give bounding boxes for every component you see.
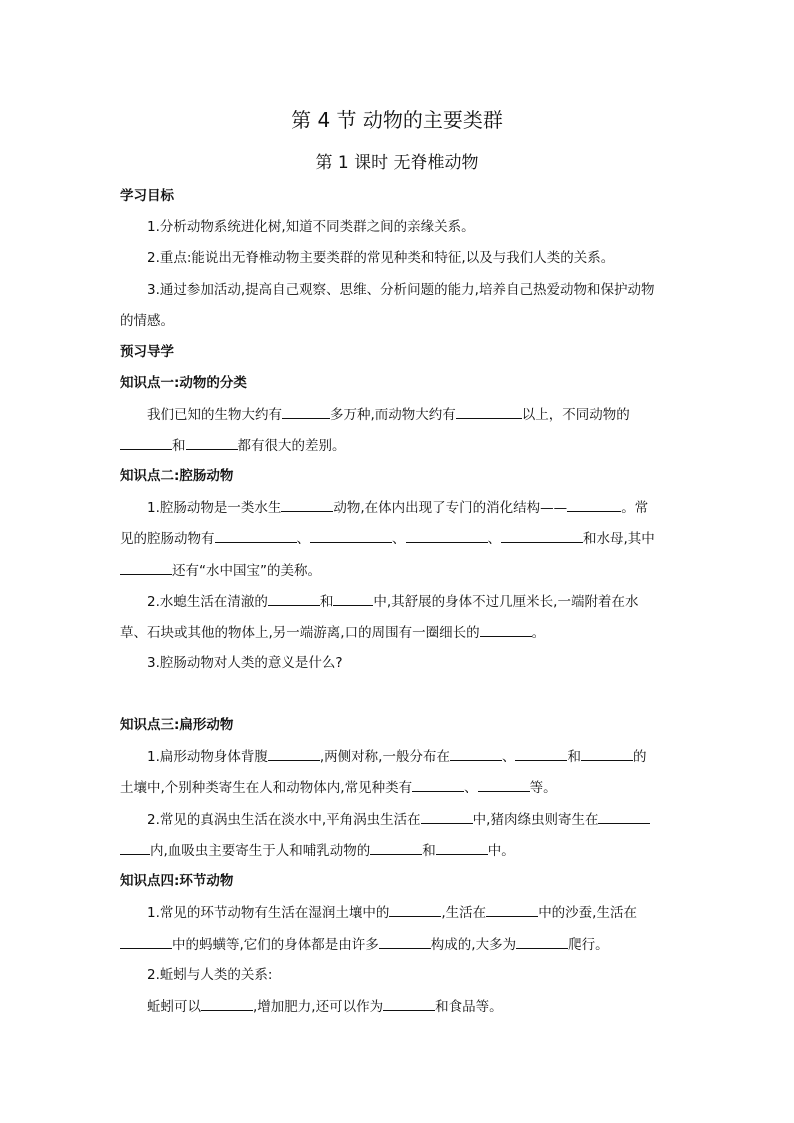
blank bbox=[186, 435, 238, 450]
blank bbox=[515, 746, 567, 761]
goal-item-3-cont: 的情感。 bbox=[120, 313, 174, 329]
blank bbox=[516, 934, 568, 949]
blank bbox=[421, 809, 473, 824]
blank bbox=[450, 746, 502, 761]
blank bbox=[389, 902, 441, 917]
goals-heading: 学习目标 bbox=[120, 188, 174, 204]
blank bbox=[598, 809, 650, 824]
blank bbox=[268, 591, 320, 606]
blank bbox=[215, 528, 297, 543]
blank bbox=[383, 996, 435, 1011]
blank bbox=[486, 902, 538, 917]
blank bbox=[436, 840, 488, 855]
k2-question: 3.腔肠动物对人类的意义是什么? bbox=[147, 655, 343, 671]
blank bbox=[379, 934, 431, 949]
k2-line-5: 草、石块或其他的物体上,另一端游离,口的周围有一圈细长的 。 bbox=[120, 622, 545, 643]
blank bbox=[120, 840, 150, 855]
goal-item-1: 1.分析动物系统进化树,知道不同类群之间的亲缘关系。 bbox=[147, 219, 475, 235]
k2-heading: 知识点二:腔肠动物 bbox=[120, 468, 234, 484]
blank bbox=[281, 497, 333, 512]
blank bbox=[456, 404, 522, 419]
k3-heading: 知识点三:扁形动物 bbox=[120, 717, 234, 733]
k4-line-2: 中的蚂蟥等,它们的身体都是由许多 构成的,大多为 爬行。 bbox=[120, 934, 609, 955]
k2-line-1: 1.腔肠动物是一类水生 动物,在体内出现了专门的消化结构—— 。常 bbox=[147, 497, 648, 518]
blank bbox=[310, 528, 392, 543]
k3-line-3: 2.常见的真涡虫生活在淡水中,平角涡虫生活在 中,猪肉绦虫则寄生在 bbox=[147, 809, 650, 830]
k3-line-2: 土壤中,个别种类寄生在人和动物体内,常见种类有 、 等。 bbox=[120, 777, 557, 798]
k4-heading: 知识点四:环节动物 bbox=[120, 873, 234, 889]
blank bbox=[120, 560, 172, 575]
k2-line-2: 见的腔肠动物有 、 、 、 和水母,其中 bbox=[120, 528, 655, 549]
blank bbox=[201, 996, 253, 1011]
blank bbox=[501, 528, 583, 543]
blank bbox=[412, 777, 464, 792]
blank bbox=[120, 435, 172, 450]
k4-line-3: 2.蚯蚓与人类的关系: bbox=[147, 967, 273, 983]
k2-line-3: 还有“水中国宝”的美称。 bbox=[120, 560, 321, 581]
k3-line-1: 1.扁形动物身体背腹 ,两侧对称,一般分布在 、 和 的 bbox=[147, 746, 646, 767]
k2-line-4: 2.水螅生活在清澈的 和 中,其舒展的身体不过几厘米长,一端附着在水 bbox=[147, 591, 638, 612]
blank bbox=[370, 840, 422, 855]
blank bbox=[406, 528, 488, 543]
blank bbox=[478, 777, 530, 792]
goal-item-2: 2.重点:能说出无脊椎动物主要类群的常见种类和特征,以及与我们人类的关系。 bbox=[147, 250, 615, 266]
blank bbox=[333, 591, 373, 606]
blank bbox=[282, 404, 330, 419]
k4-line-1: 1.常见的环节动物有生活在湿润土壤中的 ,生活在 中的沙蚕,生活在 bbox=[147, 902, 637, 923]
page-title: 第 4 节 动物的主要类群 bbox=[291, 108, 503, 132]
k3-line-4: 内,血吸虫主要寄生于人和哺乳动物的 和 中。 bbox=[120, 840, 515, 861]
k4-line-4: 蚯蚓可以 ,增加肥力,还可以作为 和食品等。 bbox=[147, 996, 503, 1017]
preview-heading: 预习导学 bbox=[120, 344, 174, 360]
blank bbox=[268, 746, 320, 761]
blank bbox=[120, 934, 172, 949]
k1-heading: 知识点一:动物的分类 bbox=[120, 375, 247, 391]
k1-line-1: 我们已知的生物大约有 多万种,而动物大约有 以上，不同动物的 bbox=[147, 404, 630, 425]
page-subtitle: 第 1 课时 无脊椎动物 bbox=[315, 153, 479, 173]
blank bbox=[567, 497, 621, 512]
blank bbox=[480, 622, 532, 637]
blank bbox=[581, 746, 633, 761]
k1-line-2: 和 都有很大的差别。 bbox=[120, 435, 346, 456]
goal-item-3: 3.通过参加活动,提高自己观察、思维、分析问题的能力,培养自己热爱动物和保护动物 bbox=[147, 282, 655, 298]
